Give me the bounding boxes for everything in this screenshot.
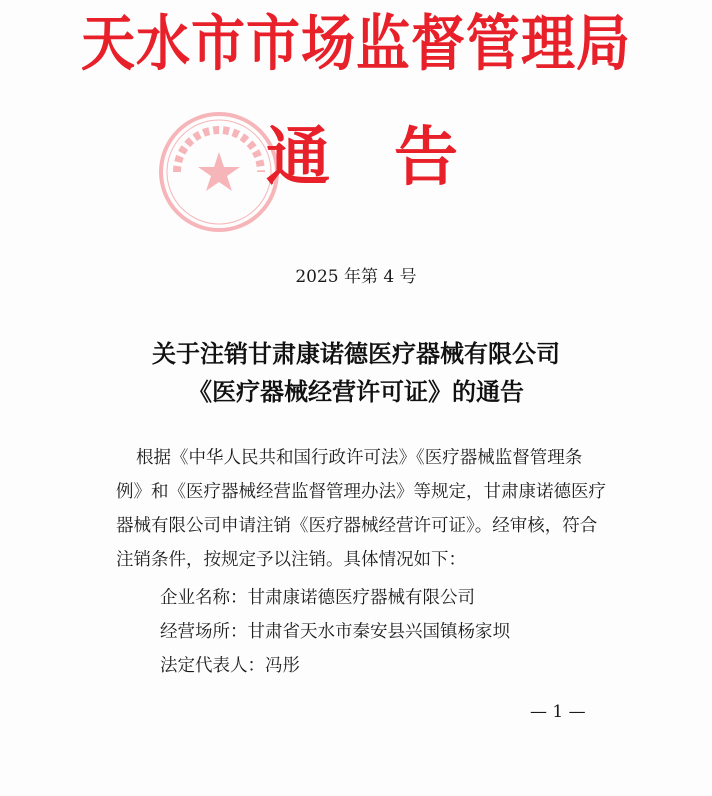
notice-title [0, 120, 712, 206]
document-heading [0, 335, 712, 411]
business-address-row [160, 615, 620, 649]
company-name-value: 甘肃康诺德医疗器械有限公司 [247, 588, 475, 608]
body-line: 注销条件，按规定予以注销。具体情况如下： [116, 550, 466, 570]
legal-representative-label: 法定代表人： [160, 656, 265, 676]
body-line: 根据《中华人民共和国行政许可法》《医疗器械监督管理条 [136, 448, 583, 468]
business-address-label: 经营场所： [160, 622, 248, 642]
company-name-row [160, 581, 620, 615]
agency-title: 天水市市场监督管理局 [81, 6, 631, 79]
company-details [160, 581, 620, 683]
document-number: 2025 年第 4 号 [295, 267, 417, 287]
notice-char-1: 通 [266, 120, 330, 195]
heading-line-1: 关于注销甘肃康诺德医疗器械有限公司 [152, 339, 560, 368]
legal-representative-row [160, 649, 620, 683]
body-line: 器械有限公司申请注销《医疗器械经营许可证》。经审核，符合 [116, 516, 598, 536]
page-number: — 1 — [530, 702, 586, 722]
body-line: 例》和《医疗器械经营监督管理办法》等规定，甘肃康诺德医疗 [116, 482, 606, 502]
legal-representative-value: 冯彤 [265, 656, 300, 676]
business-address-value: 甘肃省天水市秦安县兴国镇杨家坝 [247, 622, 510, 642]
heading-line-2: 《医疗器械经营许可证》的通告 [188, 377, 524, 406]
body-paragraph [116, 441, 606, 577]
notice-char-2: 告 [394, 120, 458, 195]
company-name-label: 企业名称： [160, 588, 248, 608]
